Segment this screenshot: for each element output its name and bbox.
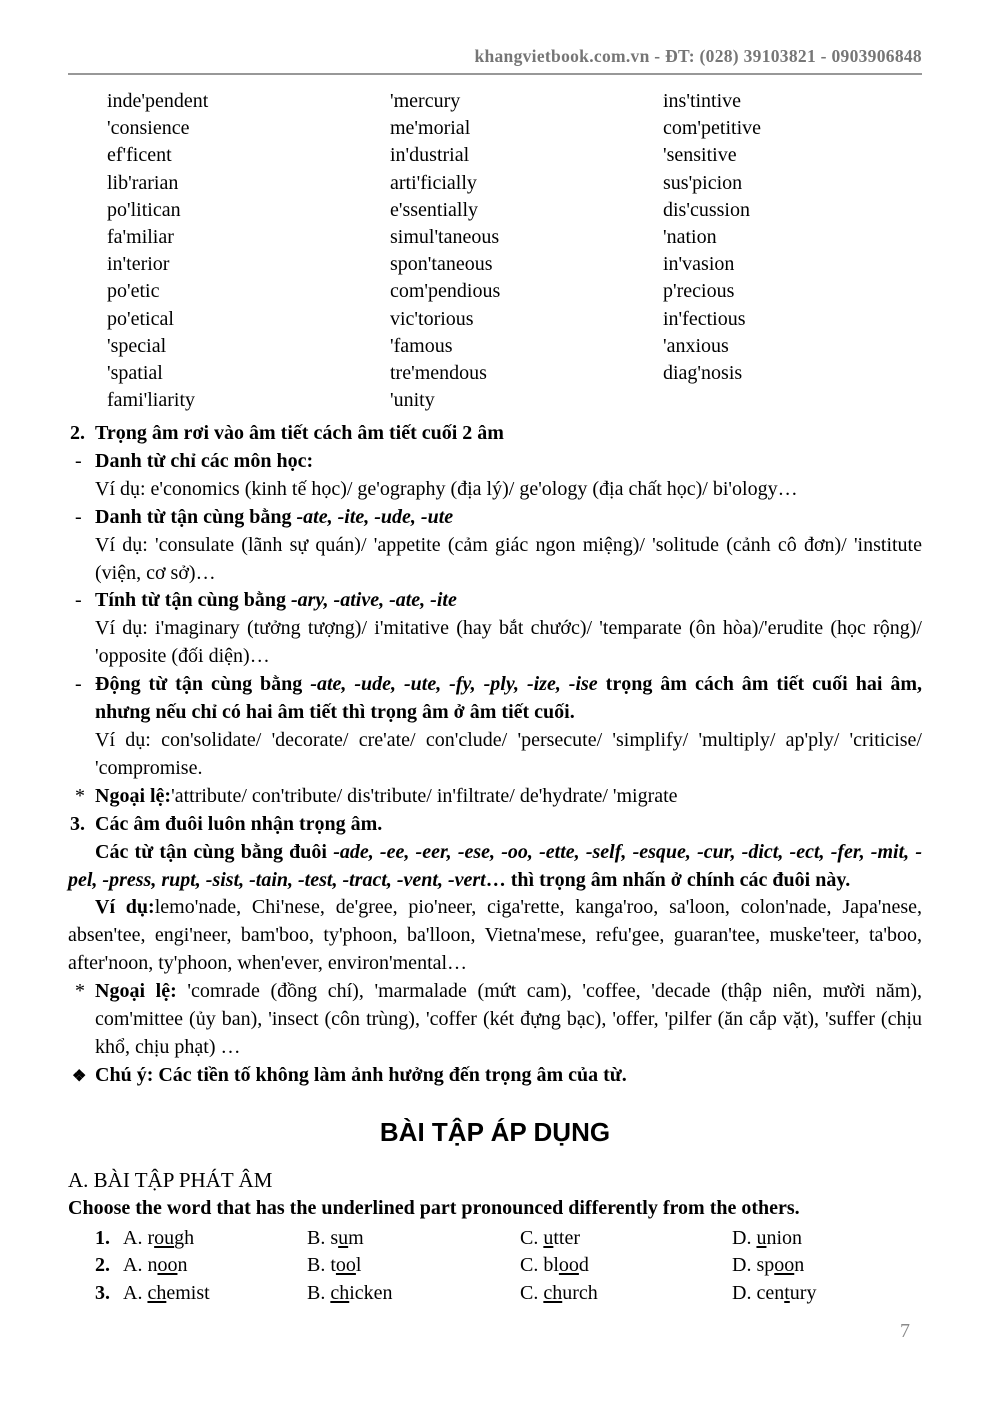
text-run: Danh từ chỉ các môn học: [95, 449, 314, 472]
word-item: po'litican [107, 198, 181, 221]
exception-endings-marker: * [75, 980, 85, 1003]
rule-noun-subjects [68, 448, 922, 476]
section-title: BÀI TẬP ÁP DỤNG [379, 1117, 611, 1147]
rule-verb-suffixes-marker: - [75, 673, 82, 696]
word-item: in'fectious [663, 307, 746, 330]
answer-option [123, 1254, 187, 1277]
answer-option [732, 1282, 816, 1305]
example-stressed-endings [68, 894, 922, 978]
word-item: lib'rarian [107, 171, 179, 194]
word-item: 'anxious [663, 334, 729, 357]
word-item: dis'cussion [663, 198, 750, 221]
option-word: church [543, 1281, 598, 1304]
text-run: Ví dụ: con'solidate/ 'decorate/ cre'ate/ con'clude/ 'persecute/ 'simplify/ 'multiply/ ap'ply/ 'criticise/ 'compromise. [95, 728, 922, 779]
word-item: po'etic [107, 280, 160, 303]
word-item: diag'nosis [663, 362, 743, 385]
text-run: -ary, -ative, -ate, -ite [290, 589, 457, 612]
page-number: 7 [900, 1320, 910, 1342]
word-item: ef'ficent [107, 144, 172, 167]
word-item: e'ssentially [390, 198, 479, 221]
word-item: in'terior [107, 253, 170, 276]
word-item: com'pendious [390, 280, 501, 303]
rule-noun-subjects-marker: - [75, 449, 82, 472]
text-run: Danh từ tận cùng bằng [95, 505, 297, 528]
option-word: century [756, 1281, 817, 1304]
option-word: tool [330, 1254, 362, 1277]
option-label: D. [732, 1227, 757, 1249]
example-noun-suffixes [95, 532, 922, 588]
example-subjects [95, 476, 922, 504]
question-row [95, 1227, 925, 1254]
text-run: Tính từ tận cùng bằng [95, 589, 291, 612]
word-item: 'spatial [107, 362, 163, 385]
option-label: A. [123, 1227, 148, 1249]
rule-2-heading-marker: 2. [70, 422, 85, 444]
stress-rules [68, 420, 922, 1091]
text-run: 'attribute/ con'tribute/ dis'tribute/ in'filtrate/ de'hydrate/ 'migrate [171, 784, 678, 807]
option-word: chemist [147, 1281, 210, 1304]
word-item: vic'torious [390, 307, 474, 330]
option-label: A. [123, 1254, 148, 1277]
word-item: 'mercury [390, 90, 461, 112]
word-item: fami'liarity [107, 389, 196, 412]
text-run: -ate, -ite, -ude, -ute [296, 505, 454, 528]
question-row [95, 1282, 925, 1309]
word-item: po'etical [107, 307, 174, 330]
word-item: me'morial [390, 117, 471, 140]
answer-option [307, 1282, 393, 1305]
text-run: -ate, -ude, -ute, -fy, -ply, -ize, -ise [310, 673, 598, 696]
question-number: 1. [95, 1227, 110, 1249]
answer-option [732, 1227, 802, 1250]
rule-noun-suffixes [68, 504, 922, 532]
word-item: 'consience [107, 117, 190, 140]
answer-option [520, 1254, 589, 1277]
question-number: 3. [95, 1281, 110, 1304]
option-label: B. [307, 1281, 331, 1304]
word-item: simul'taneous [390, 226, 500, 249]
exception-verbs-marker: * [75, 784, 85, 807]
question-row [95, 1254, 925, 1281]
word-item [663, 387, 933, 414]
rule-3-heading-marker: 3. [70, 812, 85, 835]
word-item: 'unity [390, 389, 435, 412]
option-label: D. [732, 1281, 757, 1304]
rule-adjective-suffixes [68, 587, 922, 615]
example-adjective-suffixes [95, 615, 922, 671]
page-header [68, 46, 922, 75]
text-run: Động từ tận cùng bằng [95, 673, 311, 696]
text-run: trọng âm cách âm tiết cuối hai âm, nhưng nếu chỉ có hai âm tiết thì trọng âm ở âm tiết cuối. [95, 673, 923, 724]
rule-adjective-suffixes-marker: - [75, 589, 82, 612]
option-label: C. [520, 1281, 544, 1304]
text-run: Ví dụ: [95, 896, 155, 919]
word-item: in'vasion [663, 253, 735, 276]
word-item: in'dustrial [390, 144, 470, 167]
option-label: C. [520, 1254, 544, 1277]
text-run: Trọng âm rơi vào âm tiết cách âm tiết cuối 2 âm [95, 422, 504, 444]
word-item: inde'pendent [107, 90, 209, 112]
word-item: ins'tintive [663, 90, 742, 112]
text-run: Các âm đuôi luôn nhận trọng âm. [95, 812, 383, 835]
option-word: rough [147, 1227, 195, 1249]
option-label: C. [520, 1227, 544, 1249]
example-verb-suffixes [95, 727, 922, 783]
word-item: 'sensitive [663, 144, 737, 167]
option-word: utter [543, 1227, 580, 1249]
exception-verbs [68, 783, 922, 811]
text-run: Các từ tận cùng bằng đuôi [95, 840, 334, 863]
text-run: 'comrade (đồng chí), 'marmalade (mứt cam), 'coffee, 'decade (thập niên, mười năm), com'mittee (ủy ban), 'insect (côn trùng), 'coffer (két đựng bạc), 'offer, 'pilfer (ăn cắp vặt), 'suffer (chịu khổ, chịu phạt) … [95, 980, 923, 1058]
text-run: -ade, -ee, -eer, -ese, -oo, -ette, -self, -esque, -cur, -dict, -ect, -fer, -mit, -pel, -press, rupt, -sist, -tain, -test, -tract, -vent, -vert [68, 840, 922, 891]
word-item: tre'mendous [390, 362, 487, 385]
option-word: union [756, 1227, 803, 1249]
option-label: B. [307, 1227, 331, 1249]
answer-option [520, 1227, 580, 1250]
word-list [107, 88, 933, 414]
rule-verb-suffixes [68, 671, 922, 727]
option-label: B. [307, 1254, 331, 1277]
word-item: sus'picion [663, 171, 743, 194]
text-run: Ví dụ: 'consulate (lãnh sự quán)/ 'appetite (cảm giác ngon miệng)/ 'solitude (cảnh cô đơn)/ 'institute (viện, cơ sở)… [95, 533, 922, 584]
word-item: arti'ficially [390, 171, 477, 194]
answer-option [123, 1227, 194, 1250]
exception-endings [68, 978, 922, 1062]
answer-option [520, 1282, 598, 1305]
word-item: p'recious [663, 280, 735, 303]
rule-3-heading [68, 811, 922, 839]
word-item: fa'miliar [107, 226, 174, 249]
option-word: sum [330, 1227, 364, 1249]
text-run: Ví dụ: i'maginary (tưởng tượng)/ i'mitative (hay bắt chước)/ 'temparate (ôn hòa)/'erudite (học rộng)/ 'opposite (đối diện)… [95, 617, 922, 668]
question-list [95, 1227, 925, 1309]
word-item: 'famous [390, 334, 453, 357]
text-run: … thì trọng âm nhấn ở chính các đuôi này. [485, 868, 851, 891]
part-a-title: A. BÀI TẬP PHÁT ÂM [68, 1168, 273, 1192]
note-prefixes [68, 1062, 922, 1091]
header-text: khangvietbook.com.vn - ĐT: (028) 39103821 - 0903906848 [474, 46, 922, 66]
answer-option [307, 1227, 364, 1250]
rule-3-body [68, 839, 922, 895]
option-label: D. [732, 1254, 757, 1277]
option-word: spoon [756, 1254, 805, 1277]
word-item: com'petitive [663, 117, 762, 140]
text-run: Ngoại lệ: [95, 784, 172, 807]
exercise-instruction: Choose the word that has the underlined part pronounced differently from the others. [68, 1197, 800, 1219]
word-item: 'special [107, 334, 167, 357]
option-word: blood [543, 1254, 589, 1277]
option-label: A. [123, 1281, 148, 1304]
answer-option [732, 1254, 804, 1277]
text-run: Ví dụ: e'conomics (kinh tế học)/ ge'ography (địa lý)/ ge'ology (địa chất học)/ bi'ology… [95, 477, 798, 500]
answer-option [307, 1254, 361, 1277]
text-run: Ngoại lệ: [95, 980, 177, 1003]
word-item: 'nation [663, 226, 717, 249]
question-number: 2. [95, 1254, 110, 1277]
answer-option [123, 1282, 210, 1305]
note-prefixes-marker: ❖ [72, 1067, 87, 1085]
rule-noun-suffixes-marker: - [75, 505, 82, 528]
option-word: noon [147, 1254, 188, 1277]
word-item: spon'taneous [390, 253, 493, 276]
rule-2-heading [68, 420, 922, 448]
text-run: lemo'nade, Chi'nese, de'gree, pio'neer, ciga'rette, kanga'roo, sa'loon, colon'nade, Japa'nese, absen'tee, engi'neer, bam'boo, ty'phoon, ba'lloon, Vietna'mese, refu'gee, guaran'tee, muske'teer, ta'boo, after'noon, ty'phoon, when'ever, environ'mental… [68, 896, 922, 975]
option-word: chicken [330, 1281, 393, 1304]
text-run: Chú ý: Các tiền tố không làm ảnh hưởng đến trọng âm của từ. [95, 1063, 627, 1086]
